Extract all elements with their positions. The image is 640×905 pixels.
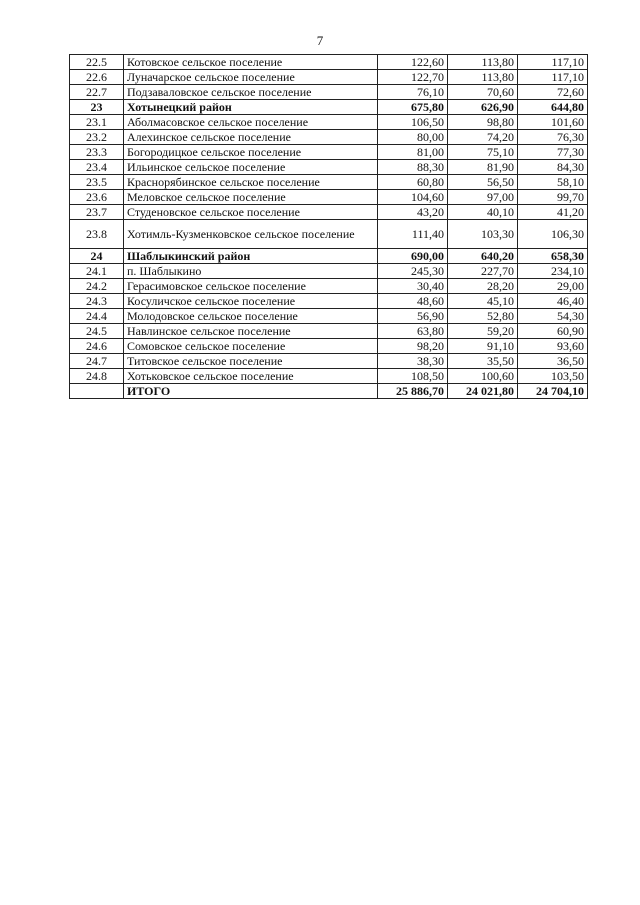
settlement-name: Богородицкое сельское поселение [124,145,378,160]
table-body [70,55,588,399]
value-col-1: 38,30 [378,354,448,369]
table-row [70,145,588,160]
value-col-3: 658,30 [518,249,588,264]
row-number: 24.6 [70,339,124,354]
settlement-name: Шаблыкинский район [124,249,378,264]
table-row [70,220,588,249]
settlement-name: Меловское сельское поселение [124,190,378,205]
value-col-3: 76,30 [518,130,588,145]
value-col-3: 29,00 [518,279,588,294]
value-col-3: 84,30 [518,160,588,175]
table-row [70,175,588,190]
value-col-1: 88,30 [378,160,448,175]
table-row [70,205,588,220]
page-number: 7 [316,33,324,48]
row-number: 24.1 [70,264,124,279]
row-number: 24 [70,249,124,264]
value-col-1: 60,80 [378,175,448,190]
settlement-name: Герасимовское сельское поселение [124,279,378,294]
settlement-name: Аболмасовское сельское поселение [124,115,378,130]
value-col-1: 56,90 [378,309,448,324]
value-col-1: 80,00 [378,130,448,145]
value-col-3: 54,30 [518,309,588,324]
table-row [70,279,588,294]
table-row [70,294,588,309]
settlement-name: Молодовское сельское поселение [124,309,378,324]
value-col-2: 75,10 [448,145,518,160]
value-col-1: 122,60 [378,55,448,70]
row-number: 23.3 [70,145,124,160]
row-number: 24.5 [70,324,124,339]
row-number: 23.1 [70,115,124,130]
row-number: 23.6 [70,190,124,205]
value-col-2: 100,60 [448,369,518,384]
settlement-name: Алехинское сельское поселение [124,130,378,145]
table-row [70,55,588,70]
table-row [70,309,588,324]
value-col-2: 640,20 [448,249,518,264]
value-col-1: 675,80 [378,100,448,115]
row-number: 23.7 [70,205,124,220]
value-col-3: 117,10 [518,70,588,85]
total-number [70,384,124,399]
value-col-2: 91,10 [448,339,518,354]
value-col-3: 101,60 [518,115,588,130]
value-col-3: 46,40 [518,294,588,309]
table-row [70,190,588,205]
row-number: 22.7 [70,85,124,100]
value-col-1: 98,20 [378,339,448,354]
value-col-2: 81,90 [448,160,518,175]
value-col-3: 99,70 [518,190,588,205]
value-col-1: 108,50 [378,369,448,384]
value-col-3: 77,30 [518,145,588,160]
value-col-1: 106,50 [378,115,448,130]
total-value-3: 24 704,10 [518,384,588,399]
value-col-2: 227,70 [448,264,518,279]
value-col-2: 40,10 [448,205,518,220]
value-col-2: 35,50 [448,354,518,369]
table-row [70,85,588,100]
value-col-3: 60,90 [518,324,588,339]
value-col-3: 644,80 [518,100,588,115]
total-row [70,384,588,399]
value-col-1: 122,70 [378,70,448,85]
value-col-2: 70,60 [448,85,518,100]
value-col-1: 104,60 [378,190,448,205]
settlement-name: Навлинское сельское поселение [124,324,378,339]
table-row [70,354,588,369]
table-row [70,264,588,279]
value-col-3: 103,50 [518,369,588,384]
total-value-1: 25 886,70 [378,384,448,399]
value-col-3: 93,60 [518,339,588,354]
value-col-2: 626,90 [448,100,518,115]
value-col-2: 103,30 [448,220,518,249]
table-row [70,115,588,130]
value-col-1: 43,20 [378,205,448,220]
value-col-3: 58,10 [518,175,588,190]
value-col-1: 76,10 [378,85,448,100]
settlement-name: Студеновское сельское поселение [124,205,378,220]
settlement-name: п. Шаблыкино [124,264,378,279]
row-number: 23 [70,100,124,115]
settlement-name: Хотьковское сельское поселение [124,369,378,384]
settlement-name: Хотынецкий район [124,100,378,115]
settlement-name: Краснорябинское сельское поселение [124,175,378,190]
value-col-2: 74,20 [448,130,518,145]
row-number: 22.6 [70,70,124,85]
total-value-2: 24 021,80 [448,384,518,399]
value-col-1: 245,30 [378,264,448,279]
row-number: 23.5 [70,175,124,190]
settlement-name: Ильинское сельское поселение [124,160,378,175]
value-col-1: 690,00 [378,249,448,264]
settlement-name: Хотимль-Кузменковское сельское поселение [124,220,378,249]
table-row [70,369,588,384]
table-row [70,160,588,175]
value-col-2: 52,80 [448,309,518,324]
value-col-1: 63,80 [378,324,448,339]
value-col-2: 98,80 [448,115,518,130]
value-col-2: 113,80 [448,55,518,70]
row-number: 22.5 [70,55,124,70]
table-row [70,70,588,85]
value-col-2: 28,20 [448,279,518,294]
allocation-table [69,54,588,399]
settlement-name: Косуличское сельское поселение [124,294,378,309]
value-col-2: 59,20 [448,324,518,339]
value-col-3: 106,30 [518,220,588,249]
value-col-1: 48,60 [378,294,448,309]
district-row [70,100,588,115]
settlement-name: Луначарское сельское поселение [124,70,378,85]
value-col-3: 72,60 [518,85,588,100]
value-col-3: 36,50 [518,354,588,369]
table-row [70,130,588,145]
settlement-name: Подзаваловское сельское поселение [124,85,378,100]
value-col-1: 81,00 [378,145,448,160]
value-col-3: 117,10 [518,55,588,70]
district-row [70,249,588,264]
value-col-3: 234,10 [518,264,588,279]
settlement-name: Котовское сельское поселение [124,55,378,70]
row-number: 24.3 [70,294,124,309]
row-number: 24.2 [70,279,124,294]
settlement-name: Сомовское сельское поселение [124,339,378,354]
row-number: 24.4 [70,309,124,324]
value-col-2: 97,00 [448,190,518,205]
table-row [70,339,588,354]
value-col-2: 45,10 [448,294,518,309]
row-number: 24.8 [70,369,124,384]
settlement-name: Титовское сельское поселение [124,354,378,369]
row-number: 23.4 [70,160,124,175]
table-row [70,324,588,339]
value-col-1: 111,40 [378,220,448,249]
value-col-3: 41,20 [518,205,588,220]
row-number: 23.2 [70,130,124,145]
value-col-2: 113,80 [448,70,518,85]
row-number: 24.7 [70,354,124,369]
value-col-1: 30,40 [378,279,448,294]
total-label: ИТОГО [124,384,378,399]
value-col-2: 56,50 [448,175,518,190]
row-number: 23.8 [70,220,124,249]
